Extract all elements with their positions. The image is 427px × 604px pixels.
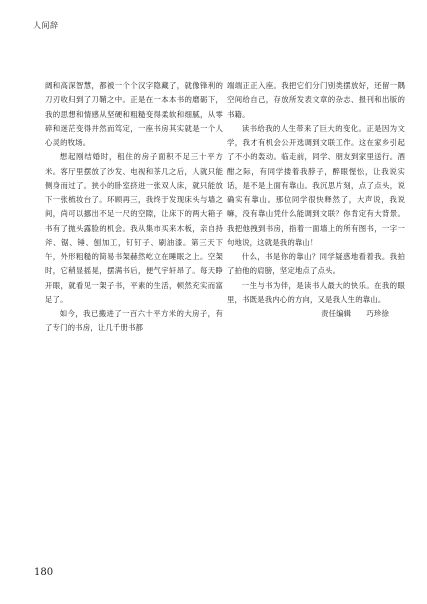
editor-credit: 责任编辑 巧珍徐	[321, 309, 389, 318]
body-paragraph: 如今，我已搬进了一百六十平方米的大房子，有了专门的书房，让几千册书都	[45, 309, 223, 333]
running-head-title: 人间辞	[33, 21, 59, 30]
left-text-column	[45, 79, 223, 336]
body-paragraph: 什么，书是你的靠山？同学疑惑地看着我。我拍了拍他的肩膀，坚定地点了点头。	[227, 252, 405, 276]
body-paragraph: 想起刚结婚时，租住的房子面积不足三十平方米。客厅里摆放了沙发、电视和茶几之后，人就只能侧身而过了。狭小的卧室挤进一张双人床，就只能放下一张梳妆台了。环顾再三，我终于发现床头与墙之间，尚可以挪出不足一尺的空隙，让床下的两大箱子书有了抛头露脸的机会。我从集市买来木板，亲自持斧、锯、锤、刨加工，钉钉子、刷油漆。第三天下午，外形粗糙的简易书架赫然屹立在睡眠之上。空架时，它稍显摇晃，摆满书后，便气宇轩昂了。每天睁开眼，就看见一架子书，平素的生活，顿然充实而富足了。	[45, 152, 223, 304]
page-number: 180	[34, 567, 54, 578]
body-paragraph: 阔和高深智慧，都被一个个汉字隐藏了，就像锋利的刀刃收归到了刀鞘之中。正是在一本本书的磨砺下，我的思想和情感从坚硬和粗糙变得柔软和细腻，从零碎和迷茫变得井然而笃定，一座书房其实就是一个人心灵的牧场。	[45, 81, 223, 147]
body-paragraph: 端端正正入座。我把它们分门别类摆放好，还留一隅空间给自己，存放所发表文章的杂志、报刊和出版的书籍。	[227, 81, 405, 119]
body-paragraph: 一生与书为伴，是读书人最大的快乐。在我的眼里，书既是我内心的方向，又是我人生的靠山。	[227, 280, 405, 304]
body-paragraph: 读书给我的人生带来了巨大的变化。正是因为文学，我才有机会公开选调到文联工作。这在家乡引起了不小的轰动。临走前，同学、朋友到家里送行。酒酣之际，有同学搂着我脖子，醉眼惺忪，让我说实话，是不是上面有靠山。我沉思片刻，点了点头，说确实有靠山。那位同学很快释然了，大声说，我说嘛，没有靠山凭什么能调到文联？你肯定有大背景。我把他拽到书房，指着一面墙上的所有图书，一字一句地说，这就是我的靠山！	[227, 123, 405, 247]
right-text-column	[227, 79, 405, 321]
